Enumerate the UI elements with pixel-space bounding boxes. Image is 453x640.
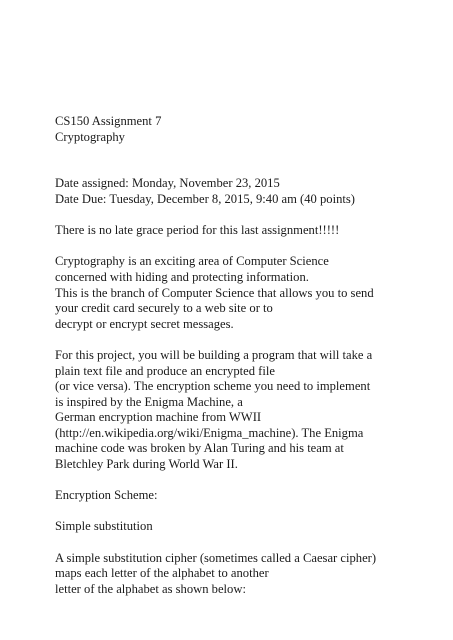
substitution-line: A simple substitution cipher (sometimes called a Caesar cipher) bbox=[55, 550, 377, 565]
date-assigned: Date assigned: Monday, November 23, 2015 bbox=[55, 176, 280, 191]
late-notice-text: There is no late grace period for this last assignment!!!!! bbox=[55, 223, 340, 238]
late-notice bbox=[55, 223, 447, 239]
project-line: machine code was broken by Alan Turing and his team at bbox=[55, 441, 344, 456]
project-line: (or vice versa). The encryption scheme you need to implement bbox=[55, 379, 371, 394]
substitution-line: letter of the alphabet as shown below: bbox=[55, 581, 246, 596]
subsection-heading bbox=[55, 519, 447, 535]
substitution-line: maps each letter of the alphabet to another bbox=[55, 566, 269, 581]
simple-substitution-heading: Simple substitution bbox=[55, 519, 153, 534]
project-line: For this project, you will be building a program that will take a bbox=[55, 347, 373, 362]
date-due: Date Due: Tuesday, December 8, 2015, 9:40 am (40 points) bbox=[55, 191, 355, 206]
encryption-scheme-heading: Encryption Scheme: bbox=[55, 488, 158, 503]
assignment-header bbox=[55, 114, 447, 145]
assignment-text bbox=[55, 114, 447, 597]
spacer bbox=[55, 208, 447, 224]
intro-line: concerned with hiding and protecting information. bbox=[55, 269, 309, 284]
section-heading bbox=[55, 488, 447, 504]
intro-paragraph bbox=[55, 254, 447, 332]
dates-block bbox=[55, 176, 447, 207]
spacer bbox=[55, 332, 447, 348]
project-line: German encryption machine from WWII bbox=[55, 410, 262, 425]
project-line: (http://en.wikipedia.org/wiki/Enigma_machine). The Enigma bbox=[55, 425, 364, 440]
intro-line: your credit card securely to a web site or to bbox=[55, 301, 273, 316]
spacer bbox=[55, 504, 447, 520]
project-paragraph bbox=[55, 348, 447, 473]
intro-line: This is the branch of Computer Science that allows you to send bbox=[55, 285, 374, 300]
spacer bbox=[55, 535, 447, 551]
course-title: CS150 Assignment 7 bbox=[55, 114, 162, 128]
project-line: Bletchley Park during World War II. bbox=[55, 457, 238, 472]
substitution-paragraph bbox=[55, 551, 447, 598]
intro-line: Cryptography is an exciting area of Computer Science bbox=[55, 254, 329, 269]
project-line: is inspired by the Enigma Machine, a bbox=[55, 394, 243, 409]
spacer bbox=[55, 239, 447, 255]
spacer bbox=[55, 145, 447, 176]
intro-line: decrypt or encrypt secret messages. bbox=[55, 316, 234, 331]
spacer bbox=[55, 473, 447, 489]
topic-title: Cryptography bbox=[55, 129, 125, 144]
project-line: plain text file and produce an encrypted file bbox=[55, 363, 275, 378]
